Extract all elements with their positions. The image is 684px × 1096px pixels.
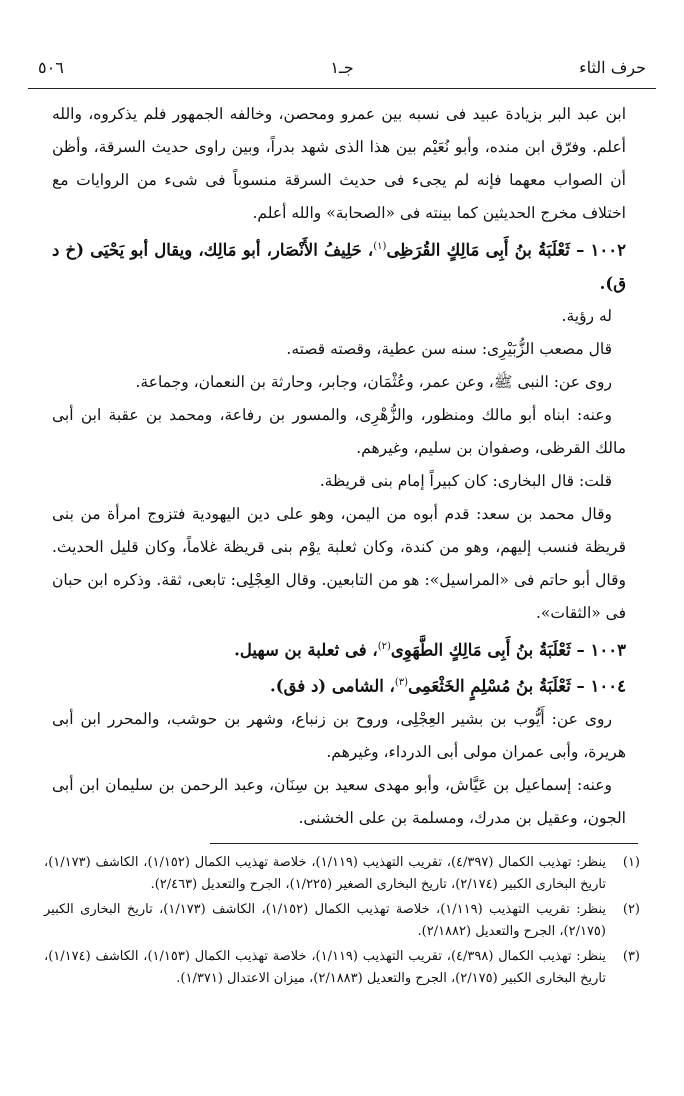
footnotes xyxy=(44,852,640,993)
footnote-ref: (١) xyxy=(373,241,387,252)
footnote-text: ينظر: تهذيب الكمال (٤/٣٩٨)، تقريب التهذيب (١/١١٩)، خلاصة تهذيب الكمال (١/١٥٣)، الكاشف (١/١٧٤)، تاريخ البخارى الكبير (٢/١٧٥)، الجرح والتعديل (٢/١٨٨٣)، ميزان الاعتدال (١/٣٧١). xyxy=(44,949,606,986)
footnote-text: ينظر: تهذيب الكمال (٤/٣٩٧)، تقريب التهذيب (١/١١٩)، خلاصة تهذيب الكمال (١/١٥٢)، الكاشف (١/١٧٣)، تاريخ البخارى الكبير (٢/١٧٤)، تاريخ البخارى الصغير (١/٢٢٥)، الجرح والتعديل (٢/٤٦٣). xyxy=(44,855,606,892)
footnote-text: ينظر: تقريب التهذيب (١/١١٩)، خلاصة تهذيب الكمال (١/١٥٢)، الكاشف (١/١٧٣)، تاريخ البخارى الكبير (٢/١٧٥)، الجرح والتعديل (٢/١٨٨٢). xyxy=(44,902,606,939)
footnote-number: (٣) xyxy=(622,949,640,964)
entry-heading-1004 xyxy=(52,666,626,703)
volume-label: جـ١ xyxy=(330,58,354,77)
paragraph: روى عن: أَيُّوب بن بشير العِجْلِى، وروح بن زنباع، وشهر بن حوشب، والمحرر ابن أبى هريرة، وأبى عمران مولى أبى الدرداء، وغيرهم. xyxy=(52,709,626,761)
paragraph: ابن عبد البر بزيادة عبيد فى نسبه بين عمرو ومحصن، وخالفه الجمهور فلم يذكروه، والله أعلم. وفرّق ابن منده، وأبو نُعَيْم بين هذا الذى شهد بدراً، وبين راوى حديث السرقة، وأظن أن الصواب معهما فإنه لم يجىء فى حديث السرقة منسوباً فى شىء من الروايات مع اختلاف مخرج الحديثين كما بينته فى «الصحابة» والله أعلم. xyxy=(52,105,626,222)
running-header xyxy=(34,54,650,86)
paragraph: قال مصعب الزُّبَيْرِى: سنه سن عطية، وقصته قصته. xyxy=(286,339,612,358)
entry-heading-1002 xyxy=(52,230,626,300)
paragraph: روى عن: النبى ﷺ، وعن عمر، وعُثْمَان، وجابر، وحارثة بن النعمان، وجماعة. xyxy=(135,372,612,391)
paragraph: وقال محمد بن سعد: قدم أبوه من اليمن، وهو على دين اليهودية فتزوج امرأة من بنى قريظة فنسب إليهم، وهو من كندة، وكان ثعلبة يوْم بنى قريظة غلاماً، وكان قليل الحديث. وقال أبو حاتم فى «المراسيل»: هو من التابعين. وقال العِجْلِى: تابعى، ثقة. وذكره ابن حبان فى «الثقات». xyxy=(52,504,626,622)
entry-details: ، فى ثعلبة بن سهيل. xyxy=(234,640,378,659)
header-divider xyxy=(28,88,656,89)
entry-heading-1003 xyxy=(52,630,626,667)
main-text xyxy=(52,98,626,835)
paragraph: وعنه: إسماعيل بن عَيَّاش، وأبو مهدى سعيد بن سِنَان، وعبد الرحمن بن سليمان ابن أبى الجون، وعقيل بن مدرك، ومسلمة بن على الخشنى. xyxy=(52,775,626,827)
paragraph: قلت: قال البخارى: كان كبيراً إمام بنى قريظة. xyxy=(319,471,612,490)
paragraph: وعنه: ابناه أبو مالك ومنظور، والزُّهْرِى، والمسور بن رفاعة، ومحمد بن عقبة ابن أبى مالك القرظى، وصفوان بن سليم، وغيرهم. xyxy=(52,405,626,457)
footnote-ref: (٢) xyxy=(377,640,391,652)
entry-name: ١٠٠٤ – ثَعْلَبَةُ بنُ مُسْلِمٍ الخَثْعَمِى xyxy=(408,676,626,696)
chapter-title: حرف الثاء xyxy=(579,58,646,77)
entry-name: ١٠٠٢ – ثَعْلَبَةُ بنُ أَبِى مَالِكٍ القُرَظِى xyxy=(386,240,626,260)
entry-details: ، الشامى (د فق). xyxy=(270,676,395,696)
footnote-ref: (٣) xyxy=(394,677,409,688)
footnote xyxy=(44,899,640,943)
footnote-number: (١) xyxy=(622,855,640,870)
paragraph: له رؤية. xyxy=(561,306,612,325)
footnote xyxy=(44,946,640,990)
footnote-number: (٢) xyxy=(622,902,640,917)
entry-details: ، حَلِيفُ الأَنْصَار، أبو مَالِك، ويقال أبو يَحْيَى (خ د ق). xyxy=(52,240,626,293)
footnote xyxy=(44,852,640,896)
footnote-divider xyxy=(210,843,638,844)
entry-name: ١٠٠٣ – ثَعْلَبَةُ بنُ أَبِى مَالِكٍ الطَّهَوِى xyxy=(390,640,626,659)
page-number: ٥٠٦ xyxy=(38,58,64,77)
